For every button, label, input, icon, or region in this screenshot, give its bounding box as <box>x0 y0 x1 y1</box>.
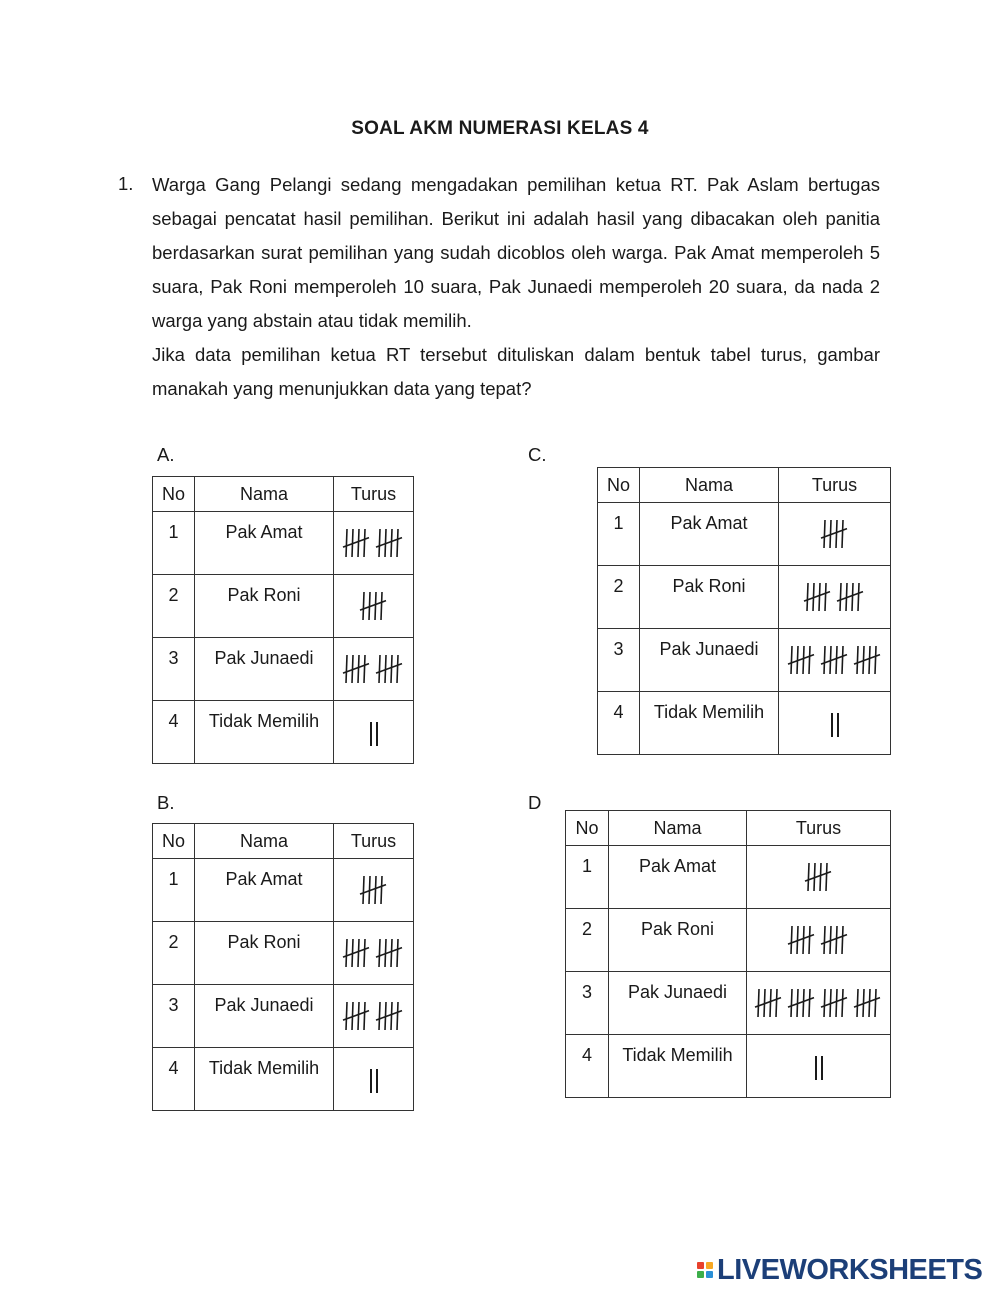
tally-stroke <box>397 939 398 967</box>
tally-stroke <box>381 876 382 904</box>
tally-stroke <box>397 529 398 557</box>
tally-stroke <box>803 646 804 674</box>
tally-stroke <box>824 989 825 1017</box>
tally-stroke <box>364 529 365 557</box>
table-row <box>566 972 891 1035</box>
tally-stroke <box>791 646 792 674</box>
tally-stroke <box>869 646 870 674</box>
header-no: No <box>598 468 640 503</box>
tally-stroke <box>825 583 826 611</box>
option-d-label[interactable]: D <box>528 792 542 813</box>
tally-stroke <box>346 529 347 557</box>
tally-stroke <box>379 1002 380 1030</box>
tally-stroke <box>842 926 843 954</box>
row-no: 1 <box>566 846 609 909</box>
row-no: 2 <box>598 566 640 629</box>
option-a-table <box>152 476 414 764</box>
tally-stroke <box>869 989 870 1017</box>
tally-marks-icon <box>341 653 406 685</box>
row-nama: Tidak Memilih <box>195 1048 334 1111</box>
tally-stroke <box>391 529 392 557</box>
tally-marks-icon <box>341 527 406 559</box>
tally-cell <box>334 512 414 575</box>
tally-stroke <box>840 583 841 611</box>
table-row <box>153 859 414 922</box>
tally-stroke <box>364 655 365 683</box>
tally-stroke <box>776 989 777 1017</box>
tally-cell <box>747 909 891 972</box>
tally-stroke <box>875 989 876 1017</box>
tally-stroke <box>852 583 853 611</box>
tally-stroke <box>375 592 376 620</box>
tally-cell <box>334 859 414 922</box>
tally-cell <box>747 846 891 909</box>
tally-stroke <box>808 863 809 891</box>
table-row <box>598 692 891 755</box>
tally-marks-icon <box>803 861 835 893</box>
tally-stroke <box>358 655 359 683</box>
table-row <box>153 575 414 638</box>
row-no: 3 <box>598 629 640 692</box>
tally-marks-icon <box>827 707 843 739</box>
question-number: 1. <box>118 173 134 194</box>
tally-cell <box>334 922 414 985</box>
tally-stroke <box>809 646 810 674</box>
option-a-label[interactable]: A. <box>157 444 175 465</box>
table-row <box>153 985 414 1048</box>
row-no: 3 <box>153 985 195 1048</box>
tally-marks-icon <box>358 874 390 906</box>
header-no: No <box>566 811 609 846</box>
tally-cell <box>334 575 414 638</box>
question-paragraph-2: Jika data pemilihan ketua RT tersebut dituliskan dalam bentuk tabel turus, gambar manakah yang menunjukkan data yang tepat? <box>152 344 880 399</box>
tally-stroke <box>809 926 810 954</box>
tally-stroke <box>364 1002 365 1030</box>
row-no: 4 <box>598 692 640 755</box>
row-no: 3 <box>566 972 609 1035</box>
row-no: 4 <box>153 701 195 764</box>
tally-stroke <box>391 655 392 683</box>
tally-stroke <box>379 655 380 683</box>
row-no: 1 <box>153 859 195 922</box>
option-d-table <box>565 810 891 1098</box>
tally-stroke <box>346 655 347 683</box>
liveworksheets-logo <box>697 1252 982 1288</box>
tally-stroke <box>379 529 380 557</box>
tally-stroke <box>824 520 825 548</box>
tally-marks-icon <box>802 581 867 613</box>
tally-marks-icon <box>786 644 884 676</box>
logo-square <box>697 1262 704 1269</box>
tally-marks-icon <box>341 1000 406 1032</box>
row-no: 2 <box>566 909 609 972</box>
logo-square <box>706 1271 713 1278</box>
table-row <box>598 629 891 692</box>
tally-stroke <box>824 646 825 674</box>
tally-cell <box>779 566 891 629</box>
tally-stroke <box>826 863 827 891</box>
tally-marks-icon <box>358 590 390 622</box>
tally-stroke <box>820 863 821 891</box>
tally-cell <box>334 985 414 1048</box>
row-no: 1 <box>598 503 640 566</box>
question-text <box>152 168 880 406</box>
row-nama: Tidak Memilih <box>640 692 779 755</box>
tally-stroke <box>857 989 858 1017</box>
logo-text: LIVEWORKSHEETS <box>717 1253 983 1286</box>
row-no: 4 <box>566 1035 609 1098</box>
row-nama: Pak Amat <box>195 859 334 922</box>
tally-marks-icon <box>811 1050 827 1082</box>
tally-stroke <box>397 1002 398 1030</box>
tally-stroke <box>381 592 382 620</box>
tally-stroke <box>363 592 364 620</box>
tally-stroke <box>842 646 843 674</box>
tally-cell <box>334 701 414 764</box>
tally-stroke <box>809 989 810 1017</box>
row-no: 1 <box>153 512 195 575</box>
logo-square <box>706 1262 713 1269</box>
tally-stroke <box>346 1002 347 1030</box>
tally-stroke <box>391 939 392 967</box>
logo-square <box>697 1271 704 1278</box>
logo-mark-icon <box>697 1262 713 1278</box>
tally-marks-icon <box>341 937 406 969</box>
option-b-table <box>152 823 414 1111</box>
option-c-table <box>597 467 891 755</box>
tally-stroke <box>807 583 808 611</box>
tally-cell <box>334 638 414 701</box>
tally-stroke <box>824 926 825 954</box>
tally-stroke <box>875 646 876 674</box>
row-nama: Pak Amat <box>609 846 747 909</box>
tally-stroke <box>358 939 359 967</box>
tally-stroke <box>358 1002 359 1030</box>
tally-marks-icon <box>366 716 382 748</box>
tally-marks-icon <box>819 518 851 550</box>
header-nama: Nama <box>195 477 334 512</box>
row-nama: Pak Roni <box>640 566 779 629</box>
tally-cell <box>779 503 891 566</box>
table-row <box>153 1048 414 1111</box>
row-nama: Pak Roni <box>195 922 334 985</box>
tally-stroke <box>836 520 837 548</box>
tally-cell <box>779 629 891 692</box>
table-row <box>566 846 891 909</box>
tally-stroke <box>358 529 359 557</box>
tally-stroke <box>842 989 843 1017</box>
tally-stroke <box>836 926 837 954</box>
row-no: 2 <box>153 922 195 985</box>
tally-stroke <box>836 989 837 1017</box>
tally-stroke <box>379 939 380 967</box>
header-nama: Nama <box>195 824 334 859</box>
table-row <box>153 512 414 575</box>
tally-stroke <box>858 583 859 611</box>
tally-stroke <box>791 926 792 954</box>
option-b-label[interactable]: B. <box>157 792 175 813</box>
table-row <box>566 909 891 972</box>
tally-stroke <box>842 520 843 548</box>
question-paragraph-1: Warga Gang Pelangi sedang mengadakan pemilihan ketua RT. Pak Aslam bertugas sebagai pencatat hasil pemilihan. Berikut ini adalah hasil yang dibacakan oleh panitia berdasarkan surat pemilihan yang sudah dicoblos oleh warga. Pak Amat memperoleh 5 suara, Pak Roni memperoleh 10 suara, Pak Junaedi memperoleh 20 suara, da nada 2 warga yang abstain atau tidak memilih. <box>152 174 880 331</box>
tally-cell <box>334 1048 414 1111</box>
row-nama: Pak Junaedi <box>195 985 334 1048</box>
option-c-label[interactable]: C. <box>528 444 547 465</box>
tally-marks-icon <box>753 987 884 1019</box>
row-nama: Pak Junaedi <box>195 638 334 701</box>
tally-marks-icon <box>366 1063 382 1095</box>
tally-stroke <box>770 989 771 1017</box>
header-nama: Nama <box>609 811 747 846</box>
row-nama: Pak Amat <box>195 512 334 575</box>
row-no: 2 <box>153 575 195 638</box>
tally-stroke <box>391 1002 392 1030</box>
header-turus: Turus <box>334 477 414 512</box>
tally-stroke <box>803 926 804 954</box>
tally-stroke <box>791 989 792 1017</box>
table-row <box>566 1035 891 1098</box>
row-nama: Tidak Memilih <box>195 701 334 764</box>
tally-cell <box>779 692 891 755</box>
header-turus: Turus <box>747 811 891 846</box>
row-nama: Tidak Memilih <box>609 1035 747 1098</box>
row-nama: Pak Junaedi <box>640 629 779 692</box>
row-nama: Pak Junaedi <box>609 972 747 1035</box>
header-no: No <box>153 477 195 512</box>
tally-stroke <box>363 876 364 904</box>
tally-stroke <box>819 583 820 611</box>
header-turus: Turus <box>779 468 891 503</box>
page-title: SOAL AKM NUMERASI KELAS 4 <box>351 118 649 139</box>
tally-cell <box>747 1035 891 1098</box>
header-turus: Turus <box>334 824 414 859</box>
row-no: 3 <box>153 638 195 701</box>
tally-stroke <box>836 646 837 674</box>
row-nama: Pak Roni <box>609 909 747 972</box>
table-row <box>598 503 891 566</box>
table-row <box>153 701 414 764</box>
tally-stroke <box>397 655 398 683</box>
table-row <box>598 566 891 629</box>
tally-stroke <box>857 646 858 674</box>
tally-stroke <box>346 939 347 967</box>
header-nama: Nama <box>640 468 779 503</box>
row-nama: Pak Amat <box>640 503 779 566</box>
tally-stroke <box>803 989 804 1017</box>
tally-stroke <box>758 989 759 1017</box>
tally-cell <box>747 972 891 1035</box>
tally-stroke <box>364 939 365 967</box>
header-no: No <box>153 824 195 859</box>
tally-stroke <box>375 876 376 904</box>
table-row <box>153 922 414 985</box>
row-no: 4 <box>153 1048 195 1111</box>
table-row <box>153 638 414 701</box>
row-nama: Pak Roni <box>195 575 334 638</box>
tally-marks-icon <box>786 924 851 956</box>
